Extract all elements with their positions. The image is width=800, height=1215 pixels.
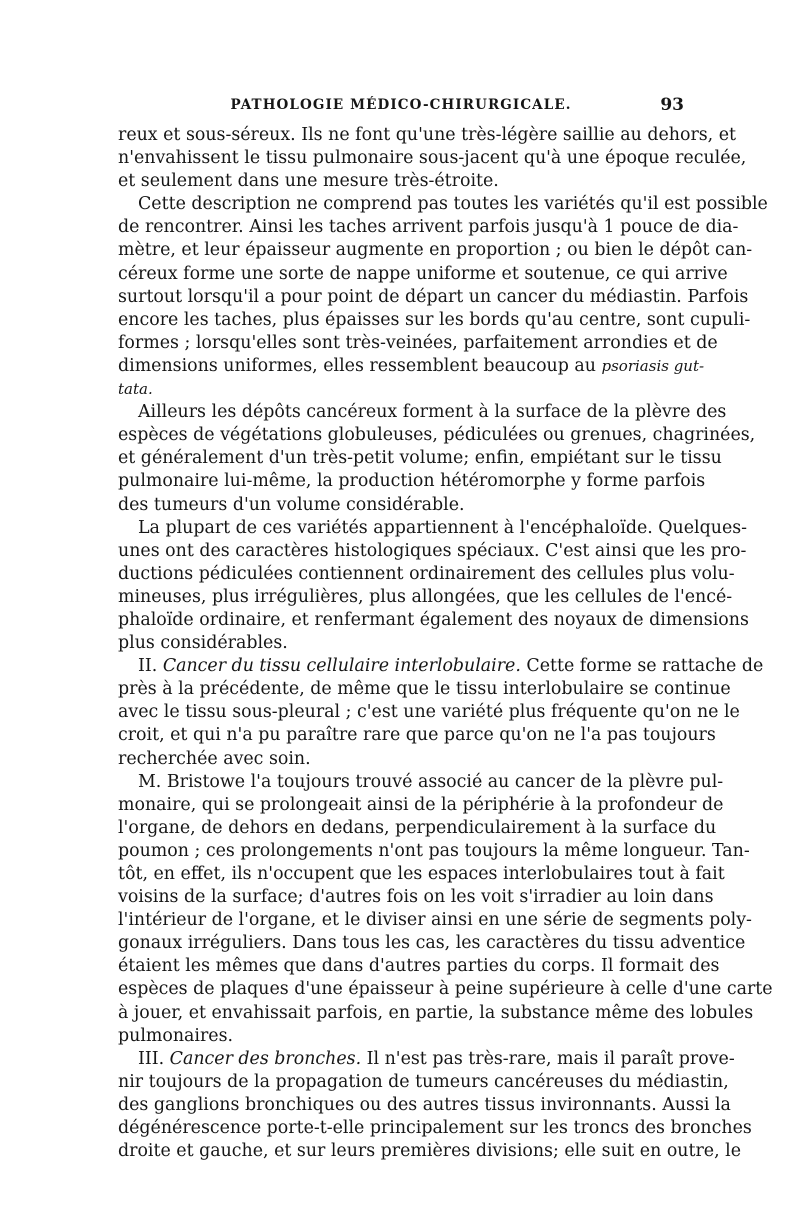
paragraph-start: La plupart de ces variétés appartiennent à l'encéphaloïde. Quelques- (138, 517, 748, 538)
text-line: phaloïde ordinaire, et renfermant également des noyaux de dimensions (118, 609, 749, 630)
text-line: mètre, et leur épaisseur augmente en proportion ; ou bien le dépôt can- (118, 240, 753, 261)
section-number: III. (138, 1048, 165, 1069)
text-line: étaient les mêmes que dans d'autres parties du corps. Il formait des (118, 956, 720, 977)
text-line: près à la précédente, de même que le tissu interlobulaire se continue (118, 679, 731, 700)
page-number: 93 (660, 95, 684, 115)
text-line: gonaux irréguliers. Dans tous les cas, les caractères du tissu adventice (118, 933, 746, 954)
line-text: Il n'est pas très-rare, mais il paraît prove- (366, 1048, 735, 1069)
running-title: PATHOLOGIE MÉDICO-CHIRURGICALE. (230, 97, 572, 113)
text-line: voisins de la surface; d'autres fois on les voit s'irradier au loin dans (118, 887, 714, 908)
line-text: Cette forme se rattache de (526, 656, 764, 677)
text-line: reux et sous-séreux. Ils ne font qu'une très-légère saillie au dehors, et (118, 125, 737, 145)
line-text: dimensions uniformes, elles ressemblent beaucoup au (118, 355, 596, 376)
text-line: espèces de végétations globuleuses, pédiculées ou grenues, chagrinées, (118, 425, 756, 446)
text-line: céreux forme une sorte de nappe uniforme et soutenue, ce qui arrive (118, 263, 728, 284)
text-line: surtout lorsqu'il a pour point de départ un cancer du médiastin. Parfois (118, 286, 749, 307)
page-header (118, 94, 684, 118)
text-line: pulmonaire lui-même, la production hétéromorphe y forme parfois (118, 471, 706, 492)
text-line: tôt, en effet, ils n'occupent que les espaces interlobulaires tout à fait (118, 864, 725, 884)
section-number: II. (138, 656, 158, 677)
text-line: encore les taches, plus épaisses sur les bords qu'au centre, sont cupuli- (118, 309, 751, 330)
body-text (118, 124, 773, 1163)
text-line: nir toujours de la propagation de tumeurs cancéreuses du médiastin, (118, 1071, 729, 1092)
text-line: recherchée avec soin. (118, 748, 311, 769)
text-line: des tumeurs d'un volume considérable. (118, 494, 465, 515)
text-line: dégénérescence porte-t-elle principalement sur les troncs des bronches (118, 1118, 752, 1139)
text-line: ductions pédiculées contiennent ordinairement des cellules plus volu- (118, 563, 735, 584)
section-title: Cancer du tissu cellulaire interlobulaire. (162, 656, 521, 677)
text-line: pulmonaires. (118, 1025, 234, 1046)
italic-term: psoriasis gut- (601, 356, 705, 375)
text-line: monaire, qui se prolongeait ainsi de la périphérie à la profondeur de (118, 794, 724, 815)
text-line: poumon ; ces prolongements n'ont pas toujours la même longueur. Tan- (118, 840, 750, 861)
text-line (118, 378, 684, 401)
text-line: mineuses, plus irrégulières, plus allongées, que les cellules de l'encé- (118, 586, 733, 607)
text-line: de rencontrer. Ainsi les taches arrivent parfois jusqu'à 1 pouce de dia- (118, 217, 739, 238)
text-line: à jouer, et envahissait parfois, en partie, la substance même des lobules (118, 1002, 754, 1023)
italic-term-continuation: tata. (118, 380, 153, 399)
text-line: l'intérieur de l'organe, et le diviser ainsi en une série de segments poly- (118, 910, 752, 931)
text-line: des ganglions bronchiques ou des autres tissus invironnants. Aussi la (118, 1094, 731, 1115)
text-line: espèces de plaques d'une épaisseur à peine supérieure à celle d'une carte (118, 979, 773, 1000)
text-line: plus considérables. (118, 633, 288, 654)
text-line: et généralement d'un très-petit volume; enfin, empiétant sur le tissu (118, 448, 722, 469)
paragraph-start: Ailleurs les dépôts cancéreux forment à la surface de la plèvre des (138, 402, 727, 423)
text-line: formes ; lorsqu'elles sont très-veinées, parfaitement arrondies et de (118, 332, 718, 353)
text-line-with-italic (118, 355, 705, 378)
text-line: n'envahissent le tissu pulmonaire sous-jacent qu'à une époque reculée, (118, 148, 747, 169)
text-line: croit, et qui n'a pu paraître rare que parce qu'on ne l'a pas toujours (118, 725, 716, 746)
section-heading-line (118, 655, 764, 678)
section-heading-line (118, 1048, 735, 1071)
paragraph-start: M. Bristowe l'a toujours trouvé associé au cancer de la plèvre pul- (138, 771, 724, 792)
paragraph-start: Cette description ne comprend pas toutes les variétés qu'il est possible (138, 194, 768, 215)
text-line: avec le tissu sous-pleural ; c'est une variété plus fréquente qu'on ne le (118, 702, 740, 723)
text-line: unes ont des caractères histologiques spéciaux. C'est ainsi que les pro- (118, 540, 747, 561)
text-line: l'organe, de dehors en dedans, perpendiculairement à la surface du (118, 817, 717, 838)
section-title: Cancer des bronches. (169, 1048, 362, 1069)
text-line: droite et gauche, et sur leurs premières divisions; elle suit en outre, le (118, 1141, 741, 1162)
text-line: et seulement dans une mesure très-étroite. (118, 171, 499, 192)
